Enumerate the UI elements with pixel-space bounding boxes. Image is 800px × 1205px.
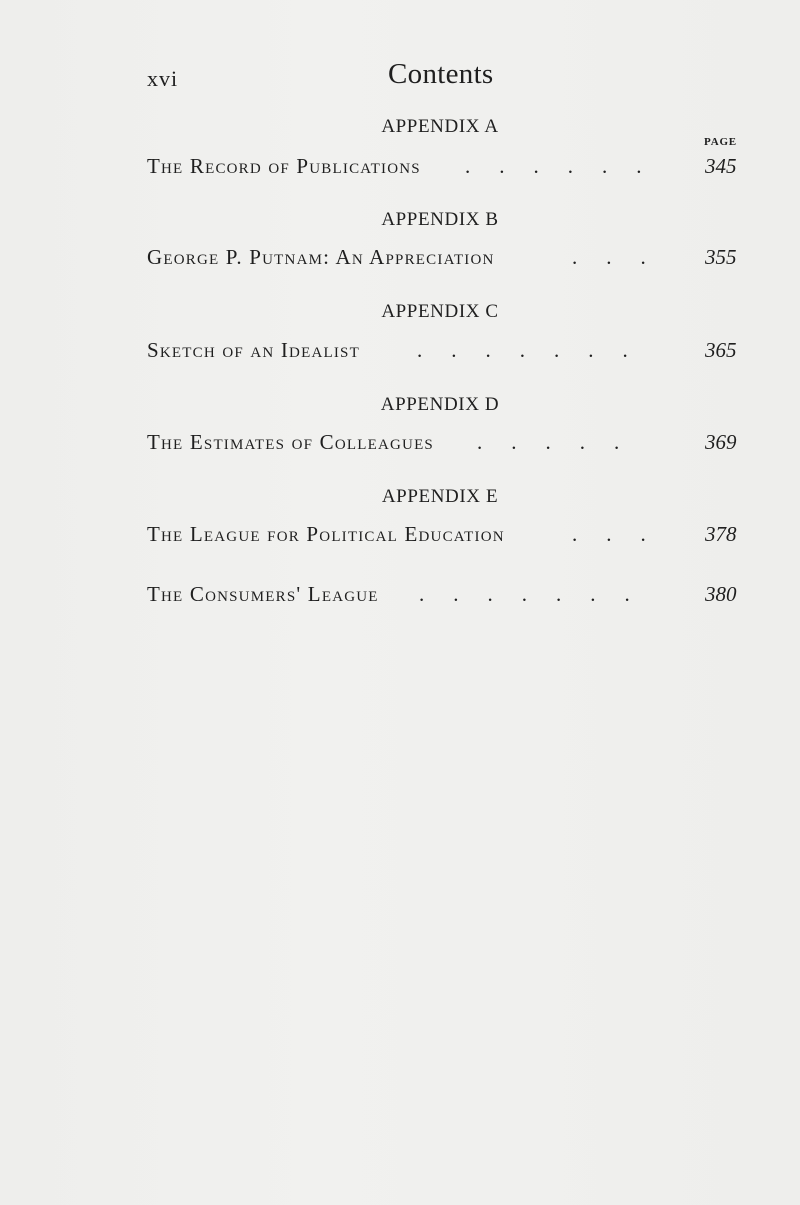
dot-leader: ... xyxy=(572,245,675,269)
dot-leader: ...... xyxy=(465,154,671,178)
appendix-b-heading: APPENDIX B xyxy=(381,209,499,230)
toc-entry[interactable] xyxy=(147,338,737,368)
toc-entry[interactable] xyxy=(147,522,737,552)
toc-entry-page: 355 xyxy=(705,245,737,269)
toc-entry[interactable] xyxy=(147,154,737,184)
page-number: xvi xyxy=(147,66,179,91)
toc-entry-page: 369 xyxy=(705,430,737,454)
toc-entry-title: The Record of Publications xyxy=(147,154,421,178)
appendix-a-heading: APPENDIX A xyxy=(381,116,499,137)
appendix-e-heading: APPENDIX E xyxy=(381,486,499,507)
appendix-d-heading: APPENDIX D xyxy=(380,394,500,415)
toc-entry-title: The League for Political Education xyxy=(147,522,505,546)
dot-leader: ....... xyxy=(417,338,657,362)
dot-leader: ..... xyxy=(477,430,649,454)
page-title: Contents xyxy=(388,58,494,90)
toc-entry-page: 378 xyxy=(705,522,737,546)
toc-entry-title: George P. Putnam: An Appreciation xyxy=(147,245,495,269)
dot-leader: ....... xyxy=(419,582,659,606)
toc-entry-title: Sketch of an Idealist xyxy=(147,338,360,362)
toc-entry[interactable] xyxy=(147,430,737,460)
toc-entry-page: 380 xyxy=(705,582,737,606)
toc-entry-page: 345 xyxy=(705,154,737,178)
appendix-c-heading: APPENDIX C xyxy=(381,301,499,322)
toc-entry-title: The Estimates of Colleagues xyxy=(147,430,434,454)
page-column-label: PAGE xyxy=(704,136,737,148)
toc-entry-title: The Consumers' League xyxy=(147,582,379,606)
toc-entry[interactable] xyxy=(147,582,737,612)
toc-entry-page: 365 xyxy=(705,338,737,362)
dot-leader: ... xyxy=(572,522,675,546)
